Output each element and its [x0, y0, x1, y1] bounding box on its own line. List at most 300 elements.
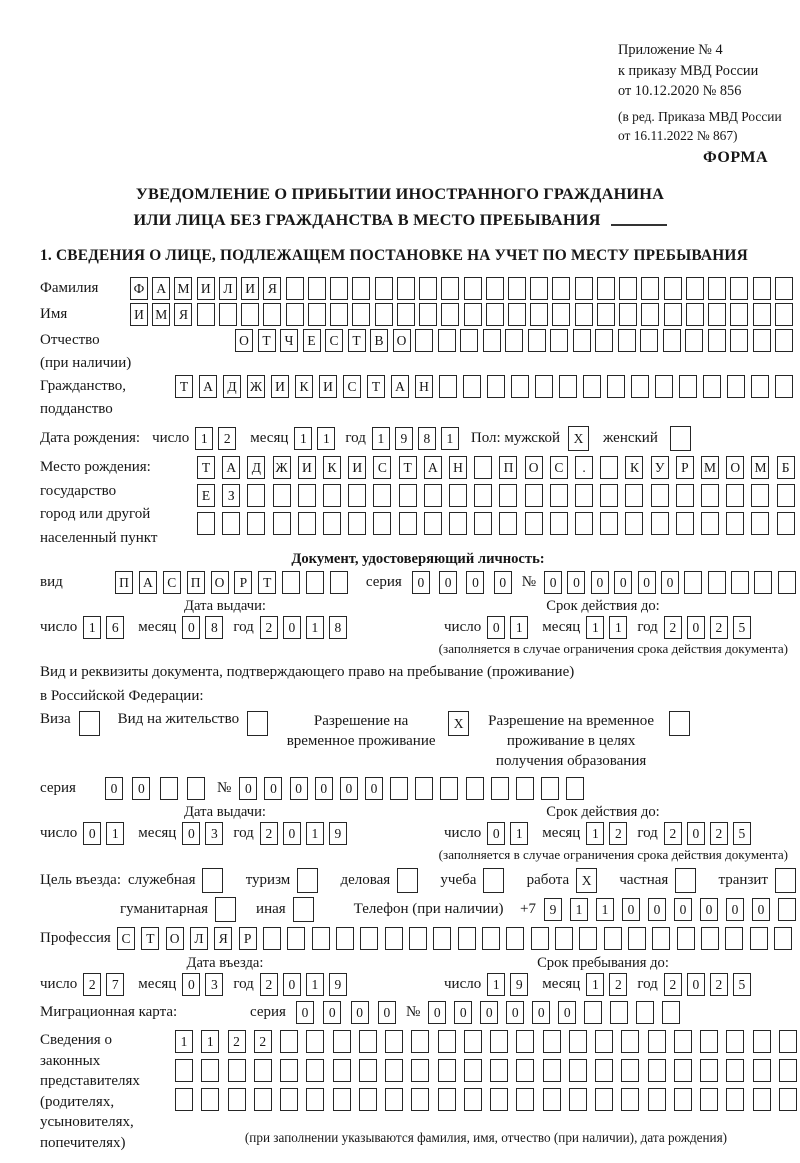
char-cell[interactable]	[287, 927, 305, 950]
char-cell[interactable]	[775, 303, 793, 326]
char-cell[interactable]	[726, 1088, 744, 1111]
char-cell[interactable]: 2	[260, 822, 278, 845]
char-cell[interactable]: 0	[340, 777, 358, 800]
char-cell[interactable]	[490, 1059, 508, 1082]
given-name-cells[interactable]	[130, 303, 793, 326]
char-cell[interactable]	[175, 1088, 193, 1111]
char-cell[interactable]: Н	[449, 456, 467, 479]
char-cell[interactable]: 0	[544, 571, 562, 594]
residence-issue-month-cells[interactable]	[182, 822, 223, 845]
migration-seria-cells[interactable]	[296, 1001, 396, 1024]
char-cell[interactable]	[621, 1088, 639, 1111]
char-cell[interactable]	[725, 927, 743, 950]
char-cell[interactable]: 0	[591, 571, 609, 594]
char-cell[interactable]	[628, 927, 646, 950]
char-cell[interactable]: 8	[418, 427, 436, 450]
char-cell[interactable]: 2	[260, 616, 278, 639]
char-cell[interactable]	[464, 1059, 482, 1082]
char-cell[interactable]	[359, 1088, 377, 1111]
char-cell[interactable]: У	[651, 456, 669, 479]
char-cell[interactable]	[297, 868, 318, 893]
char-cell[interactable]	[411, 1030, 429, 1053]
char-cell[interactable]: 1	[306, 822, 324, 845]
char-cell[interactable]	[753, 1030, 771, 1053]
char-cell[interactable]	[777, 512, 795, 535]
char-cell[interactable]: 0	[323, 1001, 341, 1024]
char-cell[interactable]	[730, 277, 748, 300]
char-cell[interactable]	[525, 512, 543, 535]
char-cell[interactable]	[559, 375, 577, 398]
char-cell[interactable]: П	[115, 571, 133, 594]
char-cell[interactable]	[731, 571, 749, 594]
sex-male-checkbox[interactable]	[568, 426, 589, 451]
char-cell[interactable]: 0	[614, 571, 632, 594]
char-cell[interactable]: И	[197, 277, 215, 300]
char-cell[interactable]: 1	[609, 616, 627, 639]
char-cell[interactable]	[487, 375, 505, 398]
char-cell[interactable]	[569, 1059, 587, 1082]
char-cell[interactable]	[424, 484, 442, 507]
char-cell[interactable]	[708, 571, 726, 594]
char-cell[interactable]: Т	[258, 571, 276, 594]
purpose-business-checkbox[interactable]	[397, 868, 418, 893]
char-cell[interactable]	[273, 484, 291, 507]
char-cell[interactable]: 1	[306, 973, 324, 996]
char-cell[interactable]	[464, 303, 482, 326]
char-cell[interactable]	[312, 927, 330, 950]
char-cell[interactable]	[651, 484, 669, 507]
phone-cells[interactable]	[544, 898, 796, 921]
char-cell[interactable]: 0	[487, 822, 505, 845]
birth-month-cells[interactable]	[294, 427, 335, 450]
stay-month-cells[interactable]	[586, 973, 627, 996]
char-cell[interactable]: 0	[687, 822, 705, 845]
char-cell[interactable]	[286, 277, 304, 300]
char-cell[interactable]	[486, 277, 504, 300]
char-cell[interactable]: И	[298, 456, 316, 479]
birth-place-cells-row2[interactable]	[197, 484, 795, 507]
char-cell[interactable]	[464, 1030, 482, 1053]
char-cell[interactable]: О	[166, 927, 184, 950]
char-cell[interactable]	[651, 512, 669, 535]
char-cell[interactable]	[604, 927, 622, 950]
char-cell[interactable]	[530, 277, 548, 300]
char-cell[interactable]: М	[174, 277, 192, 300]
char-cell[interactable]	[753, 303, 771, 326]
char-cell[interactable]: 0	[412, 571, 430, 594]
char-cell[interactable]	[433, 927, 451, 950]
char-cell[interactable]: 0	[661, 571, 679, 594]
char-cell[interactable]	[490, 1088, 508, 1111]
char-cell[interactable]	[375, 277, 393, 300]
char-cell[interactable]	[670, 426, 691, 451]
char-cell[interactable]: О	[726, 456, 744, 479]
char-cell[interactable]	[625, 484, 643, 507]
char-cell[interactable]	[677, 927, 695, 950]
char-cell[interactable]	[751, 484, 769, 507]
char-cell[interactable]	[641, 303, 659, 326]
char-cell[interactable]: 8	[329, 616, 347, 639]
purpose-study-checkbox[interactable]	[483, 868, 504, 893]
char-cell[interactable]	[323, 484, 341, 507]
char-cell[interactable]	[175, 1059, 193, 1082]
char-cell[interactable]	[474, 512, 492, 535]
char-cell[interactable]	[679, 375, 697, 398]
char-cell[interactable]	[550, 512, 568, 535]
char-cell[interactable]	[491, 777, 509, 800]
char-cell[interactable]	[552, 303, 570, 326]
char-cell[interactable]: 0	[454, 1001, 472, 1024]
char-cell[interactable]: Р	[239, 927, 257, 950]
char-cell[interactable]: 1	[83, 616, 101, 639]
char-cell[interactable]	[595, 1030, 613, 1053]
char-cell[interactable]	[597, 303, 615, 326]
char-cell[interactable]	[352, 303, 370, 326]
char-cell[interactable]	[215, 897, 236, 922]
char-cell[interactable]	[541, 777, 559, 800]
char-cell[interactable]	[298, 512, 316, 535]
char-cell[interactable]	[441, 303, 459, 326]
char-cell[interactable]	[241, 303, 259, 326]
char-cell[interactable]	[201, 1088, 219, 1111]
char-cell[interactable]	[726, 484, 744, 507]
char-cell[interactable]	[330, 277, 348, 300]
char-cell[interactable]	[201, 1059, 219, 1082]
char-cell[interactable]: X	[448, 711, 469, 736]
residence-valid-year-cells[interactable]	[664, 822, 751, 845]
char-cell[interactable]: 5	[733, 822, 751, 845]
profession-cells[interactable]	[117, 927, 792, 950]
char-cell[interactable]	[385, 1088, 403, 1111]
char-cell[interactable]	[306, 1088, 324, 1111]
residence-valid-day-cells[interactable]	[487, 822, 528, 845]
char-cell[interactable]: С	[550, 456, 568, 479]
char-cell[interactable]	[482, 927, 500, 950]
char-cell[interactable]	[449, 484, 467, 507]
char-cell[interactable]	[308, 277, 326, 300]
char-cell[interactable]: 1	[294, 427, 312, 450]
char-cell[interactable]: М	[751, 456, 769, 479]
char-cell[interactable]	[197, 512, 215, 535]
char-cell[interactable]: К	[625, 456, 643, 479]
char-cell[interactable]	[306, 1059, 324, 1082]
char-cell[interactable]	[463, 375, 481, 398]
char-cell[interactable]: 0	[428, 1001, 446, 1024]
char-cell[interactable]: З	[222, 484, 240, 507]
char-cell[interactable]: 0	[638, 571, 656, 594]
char-cell[interactable]: И	[271, 375, 289, 398]
char-cell[interactable]	[648, 1030, 666, 1053]
char-cell[interactable]	[662, 1001, 680, 1024]
patronymic-cells[interactable]	[235, 329, 793, 352]
char-cell[interactable]	[254, 1088, 272, 1111]
char-cell[interactable]: С	[163, 571, 181, 594]
legal-reps-cells-row1[interactable]	[175, 1030, 797, 1053]
char-cell[interactable]	[703, 375, 721, 398]
char-cell[interactable]: 2	[664, 973, 682, 996]
purpose-other-checkbox[interactable]	[293, 897, 314, 922]
char-cell[interactable]	[359, 1030, 377, 1053]
char-cell[interactable]	[506, 927, 524, 950]
char-cell[interactable]	[652, 927, 670, 950]
migration-number-cells[interactable]	[428, 1001, 680, 1024]
identity-issue-month-cells[interactable]	[182, 616, 223, 639]
char-cell[interactable]: X	[568, 426, 589, 451]
char-cell[interactable]: А	[199, 375, 217, 398]
char-cell[interactable]: А	[222, 456, 240, 479]
char-cell[interactable]	[648, 1059, 666, 1082]
char-cell[interactable]	[600, 512, 618, 535]
char-cell[interactable]: Д	[247, 456, 265, 479]
doc-seria-cells[interactable]	[412, 571, 512, 594]
char-cell[interactable]: 1	[586, 616, 604, 639]
char-cell[interactable]	[555, 927, 573, 950]
char-cell[interactable]: 5	[733, 973, 751, 996]
char-cell[interactable]	[333, 1088, 351, 1111]
char-cell[interactable]: 0	[558, 1001, 576, 1024]
stay-year-cells[interactable]	[664, 973, 751, 996]
char-cell[interactable]	[726, 1059, 744, 1082]
entry-year-cells[interactable]	[260, 973, 347, 996]
char-cell[interactable]: 0	[351, 1001, 369, 1024]
char-cell[interactable]: 0	[532, 1001, 550, 1024]
char-cell[interactable]: 0	[494, 571, 512, 594]
char-cell[interactable]: 6	[106, 616, 124, 639]
char-cell[interactable]: 2	[609, 822, 627, 845]
char-cell[interactable]	[575, 277, 593, 300]
char-cell[interactable]	[280, 1059, 298, 1082]
char-cell[interactable]	[438, 1030, 456, 1053]
legal-reps-cells-row2[interactable]	[175, 1059, 797, 1082]
char-cell[interactable]	[197, 303, 215, 326]
char-cell[interactable]	[280, 1088, 298, 1111]
char-cell[interactable]: Ж	[273, 456, 291, 479]
char-cell[interactable]	[516, 1059, 534, 1082]
char-cell[interactable]	[486, 303, 504, 326]
char-cell[interactable]: 0	[283, 616, 301, 639]
char-cell[interactable]	[550, 329, 568, 352]
char-cell[interactable]	[700, 1088, 718, 1111]
char-cell[interactable]	[397, 277, 415, 300]
doc-number-cells[interactable]	[544, 571, 796, 594]
char-cell[interactable]	[543, 1059, 561, 1082]
residence-valid-month-cells[interactable]	[586, 822, 627, 845]
identity-issue-year-cells[interactable]	[260, 616, 347, 639]
char-cell[interactable]	[460, 329, 478, 352]
char-cell[interactable]	[552, 277, 570, 300]
char-cell[interactable]	[631, 375, 649, 398]
char-cell[interactable]	[530, 303, 548, 326]
char-cell[interactable]: 1	[441, 427, 459, 450]
char-cell[interactable]: 1	[201, 1030, 219, 1053]
char-cell[interactable]	[375, 303, 393, 326]
char-cell[interactable]	[685, 329, 703, 352]
char-cell[interactable]	[779, 1030, 797, 1053]
char-cell[interactable]: 0	[182, 822, 200, 845]
char-cell[interactable]: 0	[439, 571, 457, 594]
char-cell[interactable]: 7	[106, 973, 124, 996]
char-cell[interactable]	[333, 1059, 351, 1082]
char-cell[interactable]	[516, 777, 534, 800]
char-cell[interactable]: X	[576, 868, 597, 893]
char-cell[interactable]	[600, 484, 618, 507]
char-cell[interactable]	[415, 777, 433, 800]
char-cell[interactable]: 1	[487, 973, 505, 996]
char-cell[interactable]	[664, 303, 682, 326]
surname-cells[interactable]	[130, 277, 793, 300]
temp-residence-education-checkbox[interactable]	[669, 711, 690, 736]
char-cell[interactable]	[254, 1059, 272, 1082]
char-cell[interactable]	[753, 329, 771, 352]
char-cell[interactable]	[508, 277, 526, 300]
char-cell[interactable]	[636, 1001, 654, 1024]
char-cell[interactable]	[778, 898, 796, 921]
char-cell[interactable]	[726, 512, 744, 535]
char-cell[interactable]: О	[393, 329, 411, 352]
char-cell[interactable]	[774, 927, 792, 950]
char-cell[interactable]	[187, 777, 205, 800]
char-cell[interactable]	[641, 277, 659, 300]
char-cell[interactable]	[348, 512, 366, 535]
char-cell[interactable]: Б	[777, 456, 795, 479]
char-cell[interactable]: 1	[586, 973, 604, 996]
char-cell[interactable]	[399, 484, 417, 507]
char-cell[interactable]	[293, 897, 314, 922]
char-cell[interactable]	[595, 1088, 613, 1111]
char-cell[interactable]: Т	[175, 375, 193, 398]
char-cell[interactable]	[610, 1001, 628, 1024]
doc-kind-cells[interactable]	[115, 571, 348, 594]
char-cell[interactable]	[775, 277, 793, 300]
char-cell[interactable]: А	[152, 277, 170, 300]
char-cell[interactable]: 0	[687, 973, 705, 996]
char-cell[interactable]: Т	[197, 456, 215, 479]
char-cell[interactable]: Л	[190, 927, 208, 950]
char-cell[interactable]	[333, 1030, 351, 1053]
char-cell[interactable]: 0	[182, 973, 200, 996]
char-cell[interactable]: Л	[219, 277, 237, 300]
char-cell[interactable]: Н	[415, 375, 433, 398]
char-cell[interactable]	[700, 1059, 718, 1082]
char-cell[interactable]	[438, 1059, 456, 1082]
char-cell[interactable]	[579, 927, 597, 950]
char-cell[interactable]	[543, 1030, 561, 1053]
char-cell[interactable]: 0	[283, 973, 301, 996]
char-cell[interactable]	[202, 868, 223, 893]
char-cell[interactable]	[483, 329, 501, 352]
char-cell[interactable]	[775, 375, 793, 398]
char-cell[interactable]: 0	[726, 898, 744, 921]
char-cell[interactable]	[663, 329, 681, 352]
char-cell[interactable]	[701, 512, 719, 535]
entry-month-cells[interactable]	[182, 973, 223, 996]
char-cell[interactable]	[535, 375, 553, 398]
char-cell[interactable]: 2	[664, 822, 682, 845]
char-cell[interactable]	[438, 329, 456, 352]
char-cell[interactable]: Ж	[247, 375, 265, 398]
char-cell[interactable]: 8	[205, 616, 223, 639]
residence-number-cells[interactable]	[239, 777, 584, 800]
char-cell[interactable]	[575, 303, 593, 326]
birth-place-cells-row1[interactable]	[197, 456, 795, 479]
char-cell[interactable]	[348, 484, 366, 507]
char-cell[interactable]: 2	[609, 973, 627, 996]
char-cell[interactable]: 3	[205, 822, 223, 845]
char-cell[interactable]	[409, 927, 427, 950]
char-cell[interactable]	[573, 329, 591, 352]
birth-year-cells[interactable]	[372, 427, 459, 450]
residence-issue-day-cells[interactable]	[83, 822, 124, 845]
char-cell[interactable]	[282, 571, 300, 594]
char-cell[interactable]: В	[370, 329, 388, 352]
char-cell[interactable]: 1	[195, 427, 213, 450]
char-cell[interactable]: Р	[676, 456, 694, 479]
char-cell[interactable]	[385, 1030, 403, 1053]
char-cell[interactable]: М	[152, 303, 170, 326]
char-cell[interactable]: 0	[674, 898, 692, 921]
char-cell[interactable]	[727, 375, 745, 398]
char-cell[interactable]	[228, 1059, 246, 1082]
char-cell[interactable]	[419, 303, 437, 326]
char-cell[interactable]	[750, 927, 768, 950]
char-cell[interactable]	[686, 277, 704, 300]
char-cell[interactable]	[751, 375, 769, 398]
char-cell[interactable]	[595, 1059, 613, 1082]
char-cell[interactable]	[779, 1088, 797, 1111]
char-cell[interactable]	[458, 927, 476, 950]
char-cell[interactable]: 1	[306, 616, 324, 639]
char-cell[interactable]: 2	[228, 1030, 246, 1053]
purpose-transit-checkbox[interactable]	[775, 868, 796, 893]
char-cell[interactable]: С	[373, 456, 391, 479]
char-cell[interactable]	[247, 512, 265, 535]
char-cell[interactable]	[625, 512, 643, 535]
char-cell[interactable]: С	[117, 927, 135, 950]
char-cell[interactable]	[160, 777, 178, 800]
char-cell[interactable]	[336, 927, 354, 950]
char-cell[interactable]: 0	[487, 616, 505, 639]
char-cell[interactable]	[674, 1088, 692, 1111]
char-cell[interactable]: 2	[218, 427, 236, 450]
char-cell[interactable]	[595, 329, 613, 352]
char-cell[interactable]: 2	[83, 973, 101, 996]
char-cell[interactable]: Т	[367, 375, 385, 398]
legal-reps-cells-row3[interactable]	[175, 1088, 797, 1111]
char-cell[interactable]	[247, 711, 268, 736]
char-cell[interactable]	[669, 711, 690, 736]
char-cell[interactable]: 1	[510, 616, 528, 639]
char-cell[interactable]	[600, 456, 618, 479]
char-cell[interactable]	[569, 1088, 587, 1111]
char-cell[interactable]	[597, 277, 615, 300]
char-cell[interactable]: 0	[296, 1001, 314, 1024]
char-cell[interactable]: 0	[365, 777, 383, 800]
char-cell[interactable]	[263, 303, 281, 326]
char-cell[interactable]	[686, 303, 704, 326]
char-cell[interactable]: 0	[83, 822, 101, 845]
char-cell[interactable]: 0	[182, 616, 200, 639]
purpose-official-checkbox[interactable]	[202, 868, 223, 893]
char-cell[interactable]: .	[575, 456, 593, 479]
char-cell[interactable]: 1	[175, 1030, 193, 1053]
char-cell[interactable]	[528, 329, 546, 352]
identity-valid-day-cells[interactable]	[487, 616, 528, 639]
char-cell[interactable]	[569, 1030, 587, 1053]
char-cell[interactable]: 2	[664, 616, 682, 639]
char-cell[interactable]	[543, 1088, 561, 1111]
char-cell[interactable]	[708, 329, 726, 352]
char-cell[interactable]: 0	[283, 822, 301, 845]
